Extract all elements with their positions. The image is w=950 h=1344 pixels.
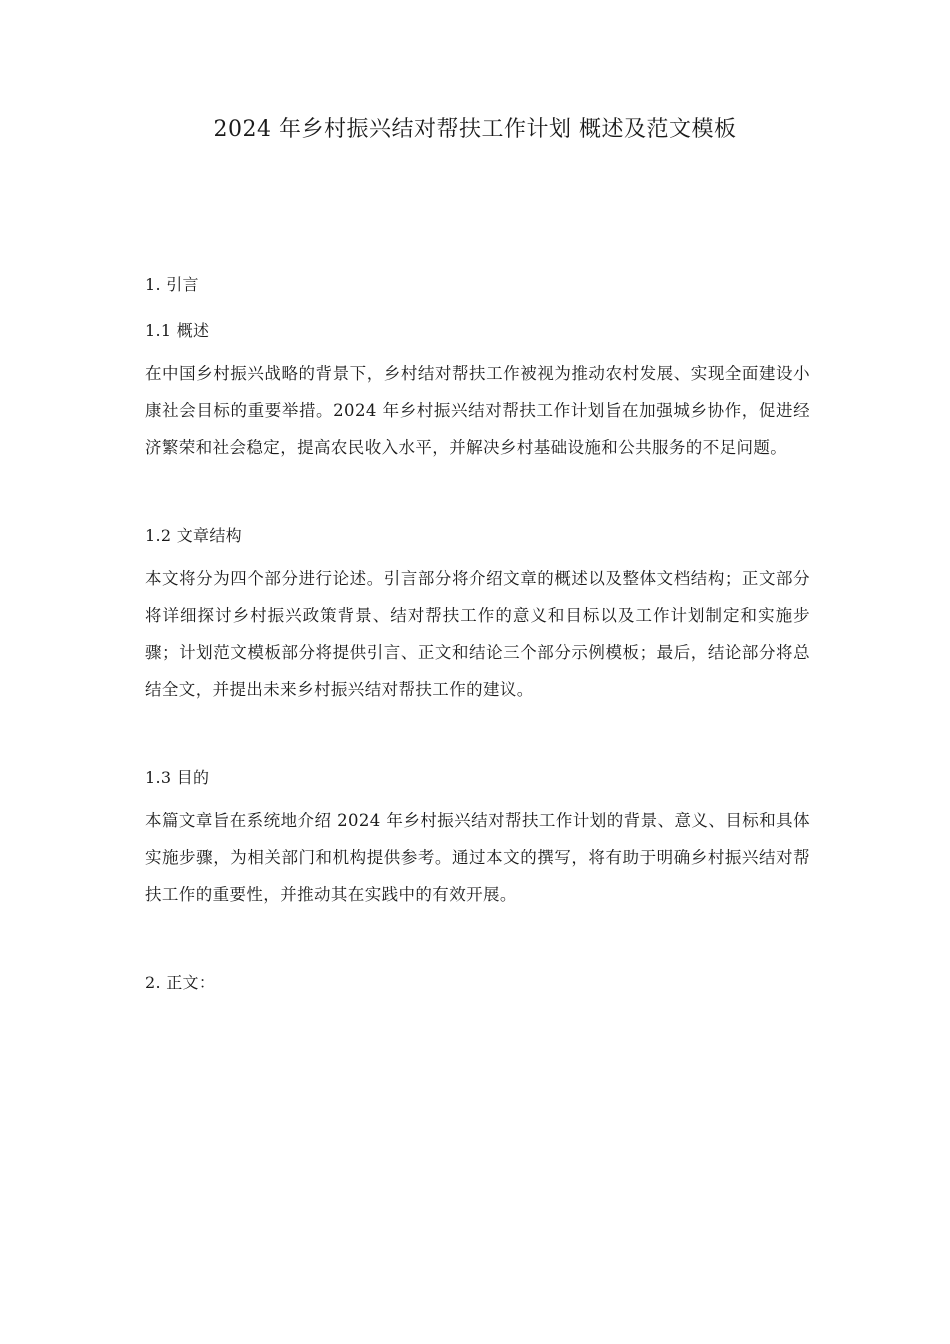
section-1-2-heading: 1.2 文章结构 bbox=[145, 526, 242, 545]
section-1-3-paragraph: 本篇文章旨在系统地介绍 2024 年乡村振兴结对帮扶工作计划的背景、意义、目标和具体实施步骤，为相关部门和机构提供参考。通过本文的撰写，将有助于明确乡村振兴结对帮扶工作的重要性，并推动其在实践中的有效开展。 bbox=[145, 811, 810, 904]
section-1-1-paragraph: 在中国乡村振兴战略的背景下，乡村结对帮扶工作被视为推动农村发展、实现全面建设小康社会目标的重要举措。2024 年乡村振兴结对帮扶工作计划旨在加强城乡协作，促进经济繁荣和社会稳定，提高农民收入水平，并解决乡村基础设施和公共服务的不足问题。 bbox=[145, 364, 810, 457]
section-1-1-heading: 1.1 概述 bbox=[145, 321, 210, 340]
section-2-heading: 2. 正文： bbox=[145, 973, 216, 992]
section-1-heading: 1. 引言 bbox=[145, 275, 199, 294]
document-title: 2024 年乡村振兴结对帮扶工作计划 概述及范文模板 bbox=[213, 117, 737, 142]
document-body bbox=[145, 270, 810, 998]
section-1-3-heading: 1.3 目的 bbox=[145, 768, 210, 787]
section-1-2-paragraph: 本文将分为四个部分进行论述。引言部分将介绍文章的概述以及整体文档结构；正文部分将详细探讨乡村振兴政策背景、结对帮扶工作的意义和目标以及工作计划制定和实施步骤；计划范文模板部分将提供引言、正文和结论三个部分示例模板；最后，结论部分将总结全文，并提出未来乡村振兴结对帮扶工作的建议。 bbox=[145, 569, 810, 699]
